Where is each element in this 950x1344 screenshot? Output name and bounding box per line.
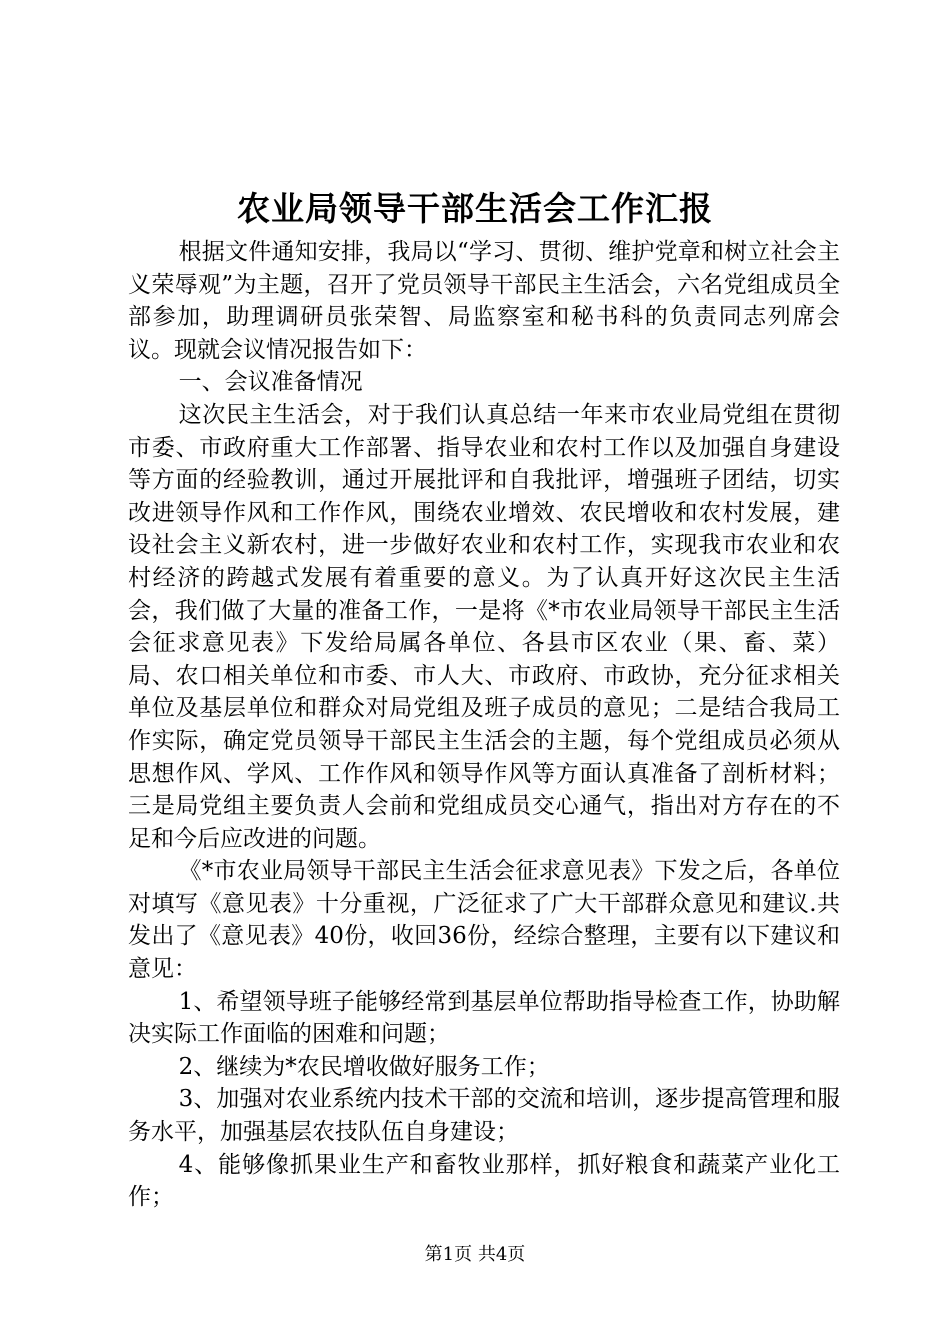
paragraph-intro: 根据文件通知安排，我局以“学习、贯彻、维护党章和树立社会主义荣辱观”为主题，召开了党员领导干部民主生活会，六名党组成员全部参加，助理调研员张荣智、局监察室和秘书科的负责同志列席会议。现就会议情况报告如下： bbox=[128, 239, 840, 363]
section-heading-preparation: 一、会议准备情况 bbox=[178, 369, 363, 396]
paragraph-opinion-form: 《*市农业局领导干部民主生活会征求意见表》下发之后，各单位对填写《意见表》十分重视，广泛征求了广大干部群众意见和建议.共发出了《意见表》40份，收回36份，经综合整理，主要有以下建议和意见： bbox=[128, 858, 840, 983]
document-body bbox=[128, 236, 840, 1214]
list-item-suggestion-3: 3、加强对农业系统内技术干部的交流和培训，逐步提高管理和服务水平，加强基层农技队伍自身建设； bbox=[128, 1086, 840, 1146]
paragraph-preparation: 这次民主生活会，对于我们认真总结一年来市农业局党组在贯彻市委、市政府重大工作部署、指导农业和农村工作以及加强自身建设等方面的经验教训，通过开展批评和自我批评，增强班子团结，切实改进领导作风和工作作风，围绕农业增效、农民增收和农村发展，建设社会主义新农村，进一步做好农业和农村工作，实现我市农业和农村经济的跨越式发展有着重要的意义。为了认真开好这次民主生活会，我们做了大量的准备工作，一是将《*市农业局领导干部民主生活会征求意见表》下发给局属各单位、各县市区农业（果、畜、菜）局、农口相关单位和市委、市人大、市政府、市政协，充分征求相关单位及基层单位和群众对局党组及班子成员的意见；二是结合我局工作实际，确定党员领导干部民主生活会的主题，每个党组成员必须从思想作风、学风、工作作风和领导作风等方面认真准备了剖析材料；三是局党组主要负责人会前和党组成员交心通气，指出对方存在的不足和今后应改进的问题。 bbox=[128, 401, 840, 852]
list-item-suggestion-4: 4、能够像抓果业生产和畜牧业那样，抓好粮食和蔬菜产业化工作； bbox=[128, 1151, 840, 1211]
document-title: 农业局领导干部生活会工作汇报 bbox=[237, 189, 713, 228]
page-number-footer: 第1页 共4页 bbox=[424, 1244, 526, 1265]
list-item-suggestion-1: 1、希望领导班子能够经常到基层单位帮助指导检查工作，协助解决实际工作面临的困难和问题； bbox=[128, 988, 840, 1048]
list-item-suggestion-2: 2、继续为*农民增收做好服务工作； bbox=[178, 1053, 550, 1080]
